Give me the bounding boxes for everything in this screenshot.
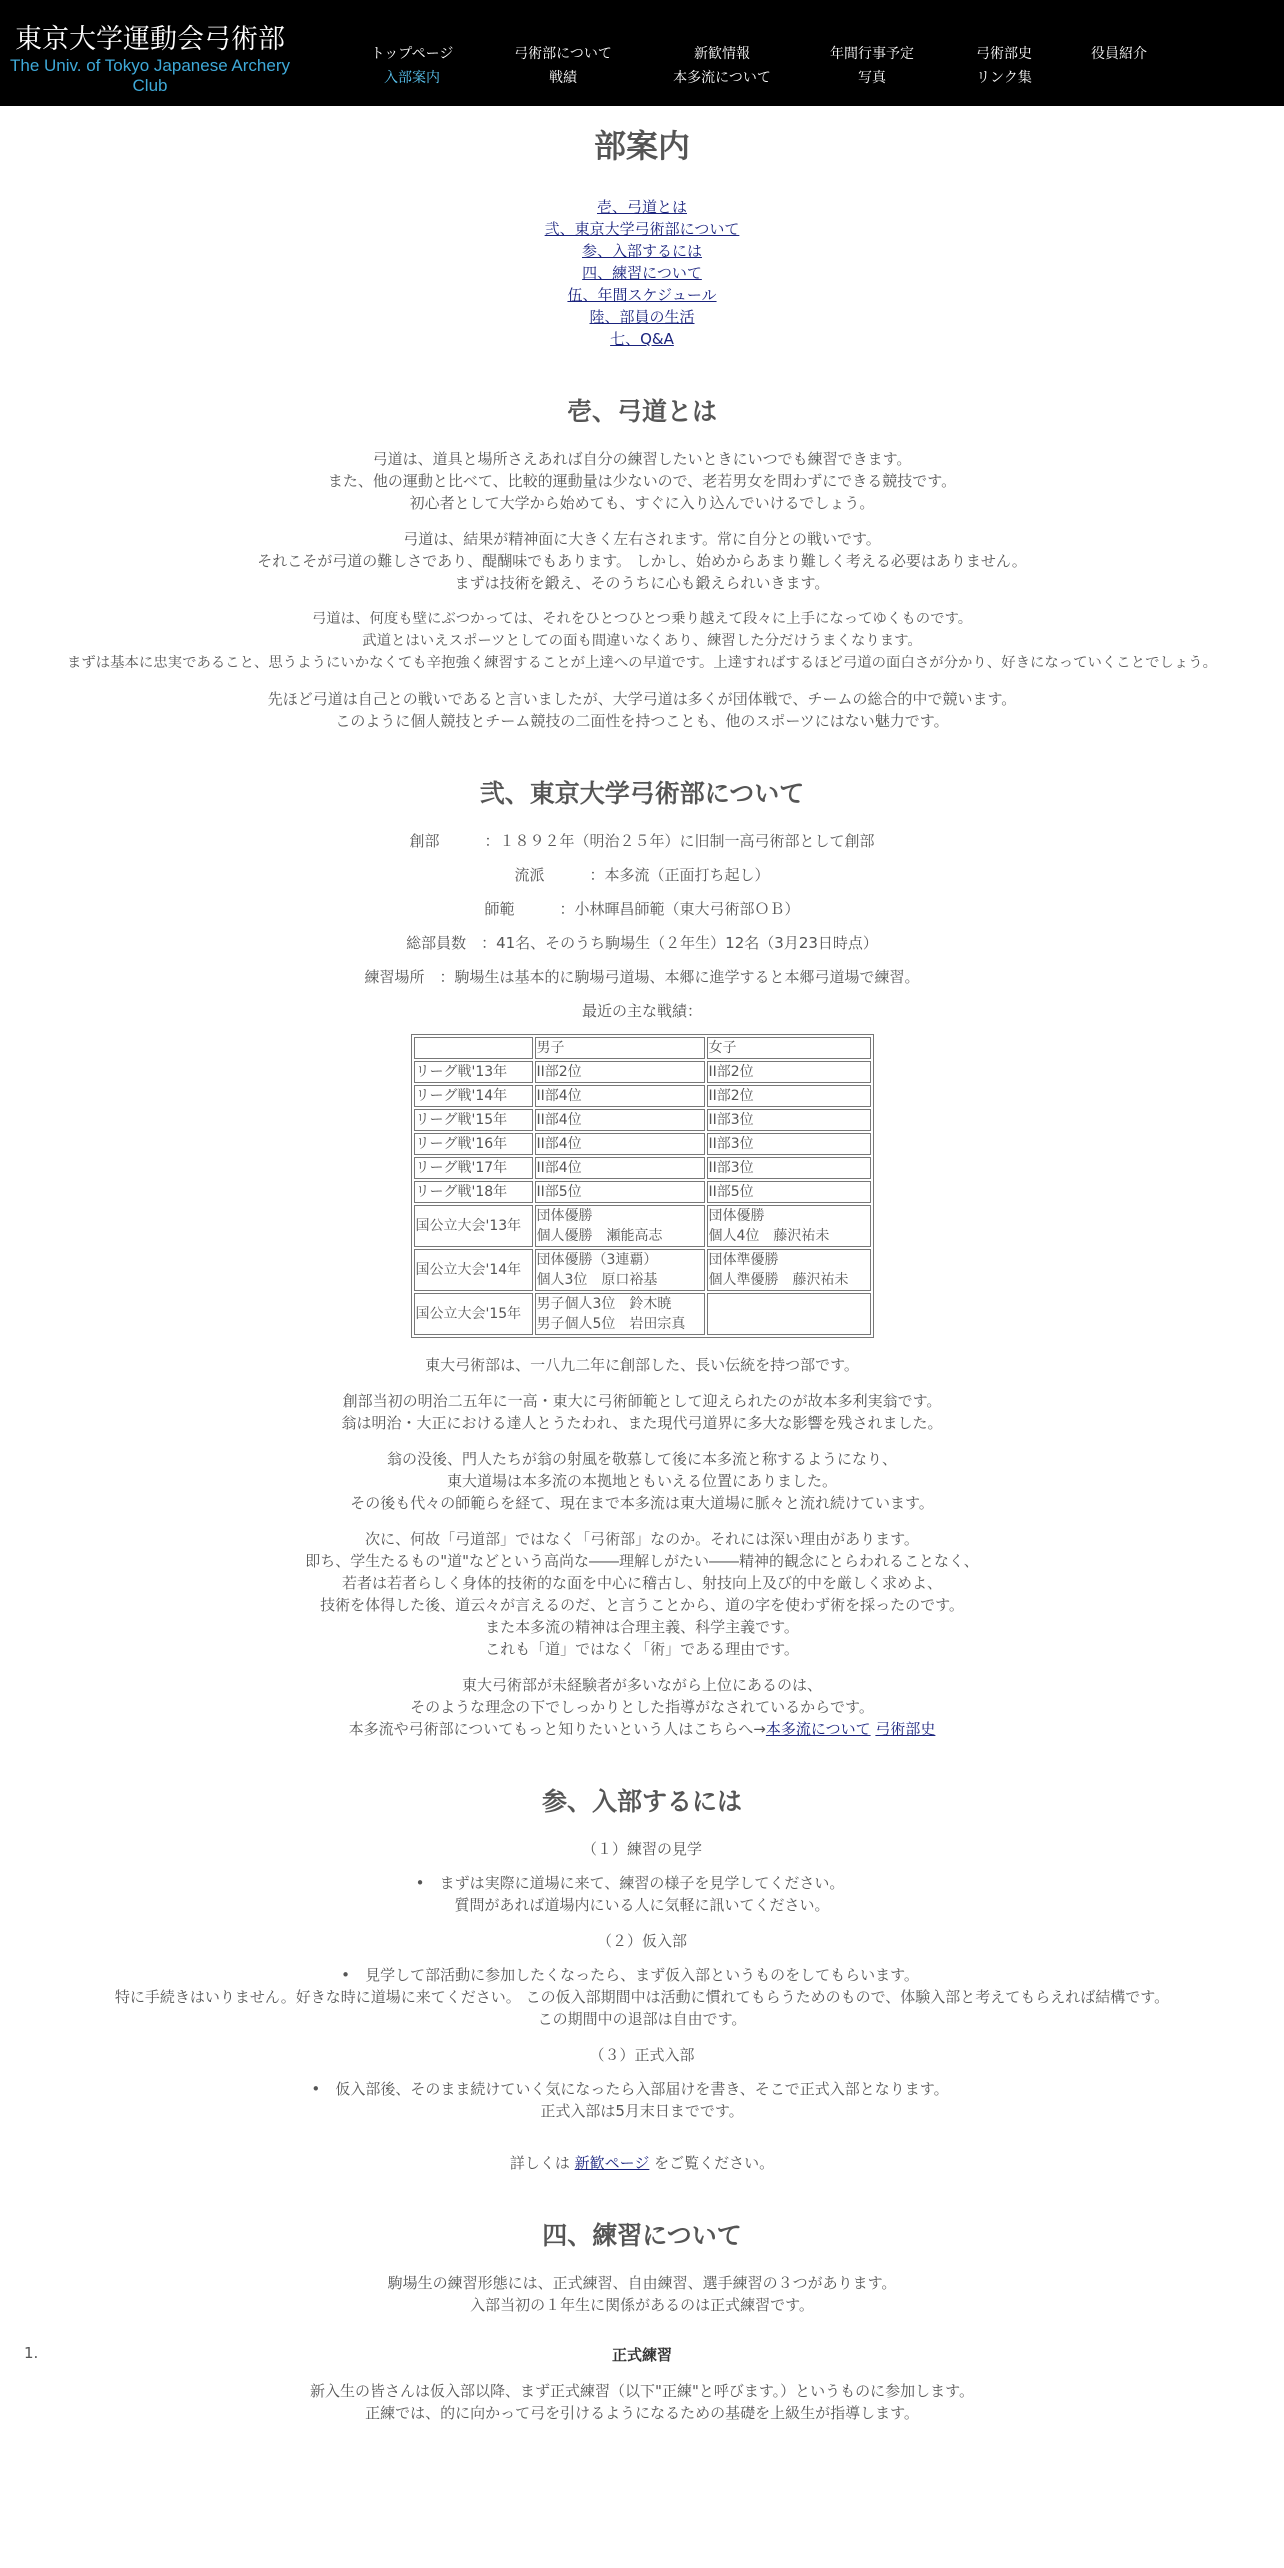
table-cell <box>414 1157 533 1179</box>
table-header-row <box>414 1037 871 1059</box>
toc-link-practice[interactable]: 四、練習について <box>582 264 702 282</box>
item-number: 1. <box>24 2344 39 2362</box>
paragraph <box>0 1964 1284 2030</box>
nav-link-schedule[interactable]: 年間行事予定 <box>830 46 914 62</box>
table-cell <box>707 1205 871 1247</box>
results-table <box>411 1034 874 1338</box>
paragraph <box>0 1674 1284 1740</box>
table-cell <box>535 1085 705 1107</box>
table-cell <box>535 1157 705 1179</box>
toc-link-joining[interactable]: 参、入部するには <box>581 242 702 260</box>
info-practice-place: 練習場所 ：駒場生は基本的に駒場弓道場、本郷に進学すると本郷弓道場で練習。 <box>364 968 920 986</box>
results-title: 最近の主な戦績： <box>581 1002 702 1020</box>
paragraph <box>0 2152 1284 2174</box>
cell-line: リーグ戦'14年 <box>415 1088 508 1104</box>
cell-line: II部3位 <box>708 1160 754 1176</box>
table-cell <box>535 1109 705 1131</box>
table-of-contents <box>0 196 1284 350</box>
cell-line: II部4位 <box>536 1136 582 1152</box>
text-line: このように個人競技とチーム競技の二面性を持つことも、他のスポーツにはない魅力です。 <box>335 712 949 730</box>
table-cell <box>535 1061 705 1083</box>
toc-item <box>0 306 1284 328</box>
text-line: 本多流や弓術部についてもっと知りたいという人はこちらへ→ <box>348 1720 766 1738</box>
text-line: この期間中の退部は自由です。 <box>537 2010 747 2028</box>
bullet-item: • 仮入部後、そのまま続けていく気になったら入部届けを書き、そこで正式入部となります。 <box>335 2078 948 2100</box>
table-cell <box>707 1293 871 1335</box>
nav-link-history[interactable]: 弓術部史 <box>976 46 1032 62</box>
cell-line: 個人4位 藤沢祐未 <box>708 1228 830 1244</box>
toc-link-club[interactable]: 弐、東京大学弓術部について <box>544 220 740 238</box>
paragraph <box>0 448 1284 514</box>
table-cell <box>707 1133 871 1155</box>
cell-line: II部2位 <box>708 1064 754 1080</box>
table-cell <box>414 1133 533 1155</box>
section-title-joining: 参、入部するには <box>541 1787 742 1816</box>
text-line: 駒場生の練習形態には、正式練習、自由練習、選手練習の３つがあります。 <box>387 2274 897 2292</box>
cell-line: リーグ戦'16年 <box>415 1136 508 1152</box>
table-cell <box>535 1181 705 1203</box>
bullet-item: • 見学して部活動に参加したくなったら、まず仮入部というものをしてもらいます。 <box>365 1964 919 1986</box>
paragraph <box>0 2078 1284 2122</box>
text-line: をご覧ください。 <box>654 2154 775 2172</box>
cell-line: II部3位 <box>708 1112 754 1128</box>
table-row <box>414 1085 871 1107</box>
text-line: 弓道は、道具と場所さえあれば自分の練習したいときにいつでも練習できます。 <box>372 450 912 468</box>
toc-item <box>0 328 1284 350</box>
table-cell <box>414 1205 533 1247</box>
table-cell <box>414 1085 533 1107</box>
text-line: 正練では、的に向かって弓を引けるようになるための基礎を上級生が指導します。 <box>365 2404 919 2422</box>
table-cell <box>414 1109 533 1131</box>
table-row <box>414 1249 871 1291</box>
nav-group-schedule <box>816 42 928 90</box>
table-cell <box>707 1249 871 1291</box>
main-content <box>0 106 1284 2424</box>
toc-link-schedule[interactable]: 伍、年間スケジュール <box>567 286 717 304</box>
nav-link-photos[interactable]: 写真 <box>858 70 886 86</box>
paragraph <box>0 1354 1284 1376</box>
table-header-cell <box>414 1037 533 1059</box>
nav-group-about <box>498 42 628 90</box>
bullet-item: • まずは実際に道場に来て、練習の様子を見学してください。 <box>440 1872 845 1894</box>
cell-line: 国公立大会'15年 <box>415 1306 522 1322</box>
text-line: 次に、何故「弓道部」ではなく「弓術部」なのか。それには深い理由があります。 <box>365 1530 919 1548</box>
table-cell <box>414 1061 533 1083</box>
text-line: 特に手続きはいりません。好きな時に道場に来てください。 この仮入部期間中は活動に慣れてもらうためのもので、体験入部と考えてもらえれば結構です。 <box>114 1988 1170 2006</box>
table-cell <box>414 1293 533 1335</box>
toc-item <box>0 284 1284 306</box>
cell-line: II部2位 <box>708 1088 754 1104</box>
text-line: 技術を体得した後、道云々が言えるのだ、と言うことから、道の字を使わず術を採ったのです。 <box>320 1596 964 1614</box>
table-cell <box>414 1181 533 1203</box>
link-club-history[interactable]: 弓術部史 <box>875 1720 936 1738</box>
info-school: 流派 ：本多流（正面打ち起し） <box>514 866 770 884</box>
step-heading-official: （３）正式入部 <box>589 2046 695 2064</box>
cell-line: 男子個人5位 岩田宗真 <box>536 1316 686 1332</box>
cell-line: 個人優勝 瀬能高志 <box>536 1228 663 1244</box>
text-line: 正式入部は5月末日までです。 <box>540 2102 744 2120</box>
item-title: 正式練習 <box>611 2346 672 2364</box>
nav-link-honda-school[interactable]: 本多流について <box>673 70 771 86</box>
text-line: これも「道」ではなく「術」である理由です。 <box>485 1640 799 1658</box>
cell-line: II部2位 <box>536 1064 582 1080</box>
paragraph <box>0 1390 1284 1434</box>
table-cell <box>535 1133 705 1155</box>
nav-group-top <box>352 42 472 90</box>
toc-link-qa[interactable]: 七、Q&A <box>610 330 674 348</box>
text-line: まずは基本に忠実であること、思うようにいかなくても辛抱強く練習することが上達への早道です。上達すればするほど弓道の面白さが分かり、好きになっていくことでしょう。 <box>66 655 1218 671</box>
cell-line: II部5位 <box>708 1184 754 1200</box>
table-cell <box>707 1061 871 1083</box>
text-line: また、他の運動と比べて、比較的運動量は少ないので、老若男女を問わずにできる競技です。 <box>327 472 957 490</box>
cell-line: 国公立大会'13年 <box>415 1218 522 1234</box>
info-instructor: 師範 ：小林暉昌師範（東大弓術部ＯＢ） <box>484 900 800 918</box>
text-line: 翁の没後、門人たちが翁の射風を敬慕して後に本多流と称するようになり、 <box>386 1450 897 1468</box>
nav-link-recruit[interactable]: 新歓情報 <box>694 46 750 62</box>
nav-group-recruit <box>660 42 784 90</box>
text-line: 先ほど弓道は自己との戦いであると言いましたが、大学弓道は多くが団体戦で、チームの総合的中で競います。 <box>267 690 1017 708</box>
paragraph <box>0 1872 1284 1916</box>
text-line: 即ち、学生たるもの"道"などという高尚な――理解しがたい――精神的観念にとらわれることなく、 <box>305 1552 979 1570</box>
step-heading-observe: （１）練習の見学 <box>581 1840 702 1858</box>
text-line: まずは技術を鍛え、そのうちに心も鍛えられいきます。 <box>454 574 830 592</box>
cell-line: 団体優勝（3連覇） <box>536 1252 658 1268</box>
cell-line: II部5位 <box>536 1184 582 1200</box>
table-cell <box>535 1205 705 1247</box>
site-subtitle[interactable]: The Univ. of Tokyo Japanese Archery Club <box>9 56 291 95</box>
site-title[interactable]: 東京大学運動会弓術部 <box>15 24 285 55</box>
text-line: 創部当初の明治二五年に一高・東大に弓術師範として迎えられたのが故本多利実翁です。 <box>342 1392 942 1410</box>
table-row <box>414 1133 871 1155</box>
cell-line: II部4位 <box>536 1160 582 1176</box>
table-row <box>414 1109 871 1131</box>
text-line: 翁は明治・大正における達人とうたわれ、また現代弓道界に多大な影響を残されました。 <box>341 1414 943 1432</box>
link-recruit-page[interactable]: 新歓ページ <box>574 2154 650 2172</box>
table-row <box>414 1061 871 1083</box>
text-line: 弓道は、何度も壁にぶつかっては、それをひとつひとつ乗り越えて段々に上手になってゆくものです。 <box>311 611 973 627</box>
text-line: それこそが弓道の難しさであり、醍醐味でもあります。 しかし、始めからあまり難しく考える必要はありません。 <box>257 552 1027 570</box>
text-line: 詳しくは <box>509 2154 570 2172</box>
section-title-club: 弐、東京大学弓術部について <box>479 779 805 808</box>
cell-line: 団体優勝 <box>536 1208 593 1224</box>
text-line: 東大弓術部は、一八九二年に創部した、長い伝統を持つ部です。 <box>425 1356 859 1374</box>
brand[interactable] <box>0 24 300 96</box>
cell-line: 個人準優勝 藤沢祐未 <box>708 1272 849 1288</box>
cell-line: 団体優勝 <box>708 1208 765 1224</box>
toc-link-life[interactable]: 陸、部員の生活 <box>589 308 695 326</box>
step-heading-trial: （２）仮入部 <box>596 1932 687 1950</box>
toc-item <box>0 196 1284 218</box>
cell-line: リーグ戦'13年 <box>415 1064 508 1080</box>
cell-line: 個人3位 原口裕基 <box>536 1272 658 1288</box>
table-header-cell: 男子 <box>535 1037 705 1059</box>
table-cell <box>707 1181 871 1203</box>
table-row <box>414 1157 871 1179</box>
paragraph <box>0 528 1284 594</box>
table-row <box>414 1205 871 1247</box>
table-cell <box>414 1249 533 1291</box>
nav-group-history <box>956 42 1052 90</box>
cell-line: 国公立大会'14年 <box>415 1262 522 1278</box>
nav-link-officers[interactable]: 役員紹介 <box>1091 46 1147 62</box>
paragraph <box>0 1528 1284 1660</box>
table-cell <box>707 1157 871 1179</box>
toc-item <box>0 218 1284 240</box>
cell-line: リーグ戦'18年 <box>415 1184 508 1200</box>
cell-line: II部3位 <box>708 1136 754 1152</box>
section-title-kyudo: 壱、弓道とは <box>566 397 717 426</box>
cell-line: II部4位 <box>536 1088 582 1104</box>
paragraph <box>0 688 1284 732</box>
text-line: 若者は若者らしく身体的技術的な面を中心に稽古し、射技向上及び的中を厳しく求めよ、 <box>341 1574 942 1592</box>
text-line: 入部当初の１年生に関係があるのは正式練習です。 <box>470 2296 814 2314</box>
paragraph <box>0 608 1284 674</box>
nav-link-admission[interactable]: 入部案内 <box>384 70 440 86</box>
numbered-item <box>0 2344 1284 2424</box>
text-line: 質問があれば道場内にいる人に気軽に訊いてください。 <box>454 1896 830 1914</box>
table-row <box>414 1181 871 1203</box>
nav-link-about[interactable]: 弓術部について <box>514 46 612 62</box>
nav-group-officers <box>1074 42 1164 66</box>
toc-item <box>0 262 1284 284</box>
cell-line: リーグ戦'15年 <box>415 1112 508 1128</box>
table-row <box>414 1293 871 1335</box>
site-header <box>0 0 1284 106</box>
text-line: 初心者として大学から始めても、すぐに入り込んでいけるでしょう。 <box>409 494 875 512</box>
text-line: 武道とはいえスポーツとしての面も間違いなくあり、練習した分だけうまくなります。 <box>362 633 922 649</box>
paragraph <box>0 1448 1284 1514</box>
text-line: 弓道は、結果が精神面に大きく左右されます。常に自分との戦いです。 <box>403 530 881 548</box>
cell-line: II部4位 <box>536 1112 582 1128</box>
text-line: そのような理念の下でしっかりとした指導がなされているからです。 <box>410 1698 874 1716</box>
info-founded: 創部 ：１８９２年（明治２５年）に旧制一高弓術部として創部 <box>409 832 875 850</box>
text-line: 東大弓術部が未経験者が多いながら上位にあるのは、 <box>461 1676 822 1694</box>
link-honda-school[interactable]: 本多流について <box>765 1720 871 1738</box>
toc-link-kyudo[interactable]: 壱、弓道とは <box>596 198 687 216</box>
text-line: 新入生の皆さんは仮入部以降、まず正式練習（以下"正練"と呼びます。）というものに参加します。 <box>310 2382 974 2400</box>
text-line: その後も代々の師範らを経て、現在まで本多流は東大道場に脈々と流れ続けています。 <box>350 1494 934 1512</box>
section-title-practice: 四、練習について <box>542 2221 742 2250</box>
table-cell <box>535 1249 705 1291</box>
text-line: また本多流の精神は合理主義、科学主義です。 <box>485 1618 799 1636</box>
table-cell <box>707 1085 871 1107</box>
nav-link-top[interactable]: トップページ <box>370 46 454 62</box>
info-members: 総部員数 ：41名、そのうち駒場生（２年生）12名（3月23日時点） <box>406 934 878 952</box>
page-title: 部案内 <box>593 127 690 165</box>
cell-line: 男子個人3位 鈴木暁 <box>536 1296 672 1312</box>
nav-link-links[interactable]: リンク集 <box>976 70 1032 86</box>
nav-link-results[interactable]: 戦績 <box>549 70 577 86</box>
toc-item <box>0 240 1284 262</box>
table-header-cell: 女子 <box>707 1037 871 1059</box>
table-cell <box>535 1293 705 1335</box>
cell-line: リーグ戦'17年 <box>415 1160 508 1176</box>
cell-line: 団体準優勝 <box>708 1252 779 1268</box>
text-line: 東大道場は本多流の本拠地ともいえる位置にありました。 <box>446 1472 837 1490</box>
paragraph <box>0 2272 1284 2316</box>
table-cell <box>707 1109 871 1131</box>
